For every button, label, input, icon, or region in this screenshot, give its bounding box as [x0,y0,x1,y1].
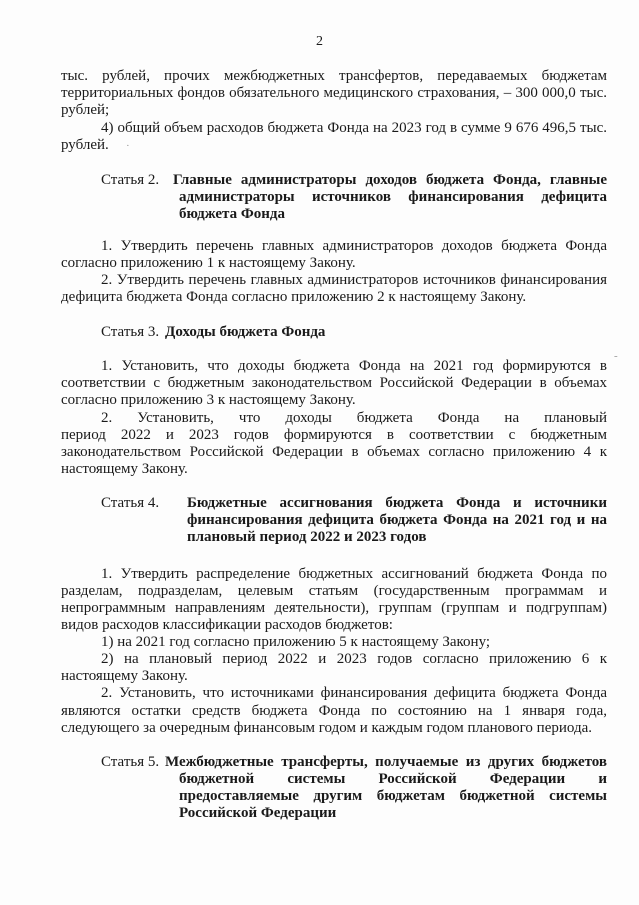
article-4-title-line: Бюджетные ассигнования бюджета Фонда и источники [187,495,607,511]
article-4-line: видов расходов классификации расходов бюджетов: [61,617,393,633]
scan-speck: - [614,350,618,362]
intro-line: рублей. [61,137,109,153]
article-4-title-line: финансирования дефицита бюджета Фонда на 2021 год и на [187,512,607,528]
intro-line: территориальных фондов обязательного медицинского страхования, – 300 000,0 тыс. [61,85,607,101]
article-2-heading [101,172,607,224]
article-4-label: Статья 4. [101,495,160,511]
article-3-line: соответствии с бюджетным законодательством Российской Федерации в объемах [61,375,607,391]
article-2-line: согласно приложению 1 к настоящему Закону. [61,255,356,271]
article-4-line: разделам, подразделам, целевым статьям (государственным программам и [61,583,607,599]
scan-speck: · [126,140,130,152]
article-4-line: следующего за очередным финансовым годом и каждым годом планового периода. [61,720,592,736]
article-3-line: период 2022 и 2023 годов формируются в соответствии с бюджетным [61,427,607,443]
article-4-line: 1. Утвердить распределение бюджетных ассигнований бюджета Фонда по [101,566,607,582]
article-3-label: Статья 3. [101,324,160,340]
intro-line: тыс. рублей, прочих межбюджетных трансфертов, передаваемых бюджетам [61,68,607,84]
article-2-title-line: бюджета Фонда [179,206,285,222]
intro-line: рублей; [61,102,110,118]
article-2-label: Статья 2. [101,172,160,188]
intro-line: 4) общий объем расходов бюджета Фонда на 2023 год в сумме 9 676 496,5 тыс. [101,120,607,136]
article-3-line: 1. Установить, что доходы бюджета Фонда на 2021 год формируются в [101,358,607,374]
article-2-title-line: администраторы источников финансирования дефицита [179,189,607,205]
article-3-line: согласно приложению 3 к настоящему Закону. [61,392,356,408]
article-2-line: 2. Утвердить перечень главных администраторов источников финансирования [101,272,607,288]
page-number: 2 [316,34,323,49]
article-3-line: 2. Установить, что доходы бюджета Фонда на плановый [101,410,607,426]
article-4-line: настоящему Закону. [61,668,188,684]
article-3-heading [101,324,607,342]
article-2-line: дефицита бюджета Фонда согласно приложению 2 к настоящему Закону. [61,289,527,305]
article-4-line: являются остатки средств бюджета Фонда по состоянию на 1 января года, [61,703,607,719]
article-4-heading [101,495,607,547]
article-2-title-line: Главные администраторы доходов бюджета Фонда, главные [173,172,607,188]
article-5-title-line: Российской Федерации [179,805,337,821]
article-4-title-line: плановый период 2022 и 2023 годов [187,529,427,545]
article-4-line: непрограммным направлениям деятельности), группам (группам и подгруппам) [61,600,607,616]
article-2-line: 1. Утвердить перечень главных администраторов доходов бюджета Фонда [101,238,607,254]
article-4-line: 1) на 2021 год согласно приложению 5 к настоящему Закону; [101,634,491,650]
article-4-line: 2) на плановый период 2022 и 2023 годов согласно приложению 6 к [101,651,607,667]
article-5-title-line: бюджетной системы Российской Федерации и [179,771,607,787]
article-5-title-line: Межбюджетные трансферты, получаемые из других бюджетов [165,754,607,770]
article-4-line: 2. Установить, что источниками финансирования дефицита бюджета Фонда [101,685,607,701]
article-5-label: Статья 5. [101,754,160,770]
article-3-line: законодательством Российской Федерации в объемах согласно приложению 4 к [61,444,607,460]
article-3-line: настоящему Закону. [61,461,188,477]
article-3-title: Доходы бюджета Фонда [165,324,326,340]
article-5-heading [101,754,607,824]
article-5-title-line: предоставляемые другим бюджетам бюджетной системы [179,788,607,804]
